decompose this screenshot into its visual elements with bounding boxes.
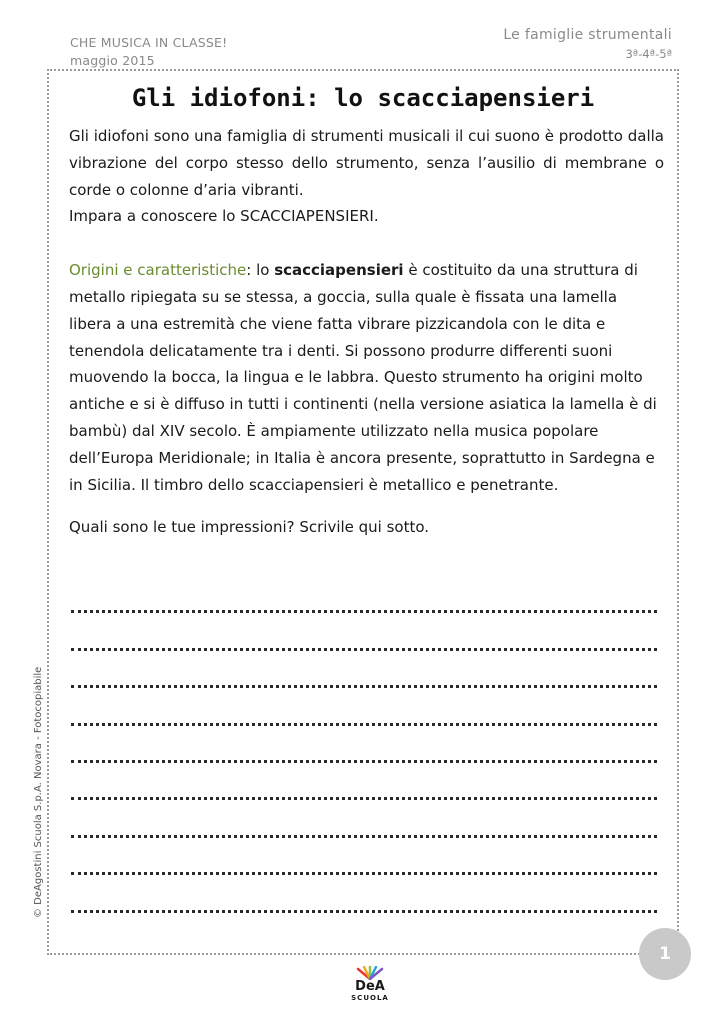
logo-brand: DeA bbox=[355, 979, 385, 994]
writing-line bbox=[71, 688, 657, 725]
main-content bbox=[69, 123, 664, 541]
header-right bbox=[503, 26, 672, 64]
origins-paragraph bbox=[69, 257, 664, 498]
writing-lines bbox=[71, 576, 657, 913]
grades-label: 3ª-4ª-5ª bbox=[625, 47, 672, 61]
writing-line bbox=[71, 726, 657, 763]
writing-line bbox=[71, 838, 657, 875]
writing-line bbox=[71, 800, 657, 837]
writing-line bbox=[71, 763, 657, 800]
writing-line bbox=[71, 576, 657, 613]
dea-scuola-logo bbox=[340, 966, 400, 1016]
writing-line bbox=[71, 651, 657, 688]
issue-date: maggio 2015 bbox=[70, 53, 155, 68]
header-left bbox=[70, 34, 227, 70]
intro-task: Impara a conoscere lo SCACCIAPENSIERI. bbox=[69, 207, 379, 226]
origins-text: è costituito da una struttura di metallo ripiegata su se stessa, a goccia, sulla quale è fissata una lamella libera a una estremità che viene fatta vibrare pizzicandola con le dita e tenendola delicatamente tra i denti. Si possono produrre differenti suoni muovendo la bocca, la lingua e le labbra. Questo strumento ha origini molto antiche e si è diffuso in tutti i continenti (nella versione asiatica la lamella è di bambù) dal XIV secolo. È ampiamente utilizzato nella musica popolare dell’Europa Meridionale; in Italia è ancora presente, soprattutto in Sardegna e in Sicilia. Il timbro dello scacciapensieri è metallico e penetrante. bbox=[69, 261, 657, 494]
topic-label: Le famiglie strumentali bbox=[503, 27, 672, 43]
series-title: CHE MUSICA IN CLASSE! bbox=[70, 35, 228, 50]
copyright-notice: © DeAgostini Scuola S.p.A. Novara - Fotocopiabile bbox=[33, 666, 44, 918]
writing-line bbox=[71, 875, 657, 912]
question-prompt: Quali sono le tue impressioni? Scrivile qui sotto. bbox=[69, 518, 430, 537]
origins-label: Origini e caratteristiche bbox=[69, 261, 247, 280]
writing-line bbox=[71, 613, 657, 650]
logo-rays-icon bbox=[350, 966, 390, 980]
origins-keyword: scacciapensieri bbox=[274, 261, 404, 280]
intro-paragraph: Gli idiofoni sono una famiglia di strumenti musicali il cui suono è prodotto dalla vibrazione del corpo stesso dello strumento, senza l’ausilio di membrane o corde o colonne d’aria vibranti. bbox=[69, 127, 664, 199]
page-number-badge: 1 bbox=[639, 928, 691, 980]
page-title: Gli idiofoni: lo scacciapensieri bbox=[131, 84, 595, 112]
origins-colon: : lo bbox=[246, 261, 275, 280]
logo-sub: SCUOLA bbox=[351, 994, 389, 1002]
